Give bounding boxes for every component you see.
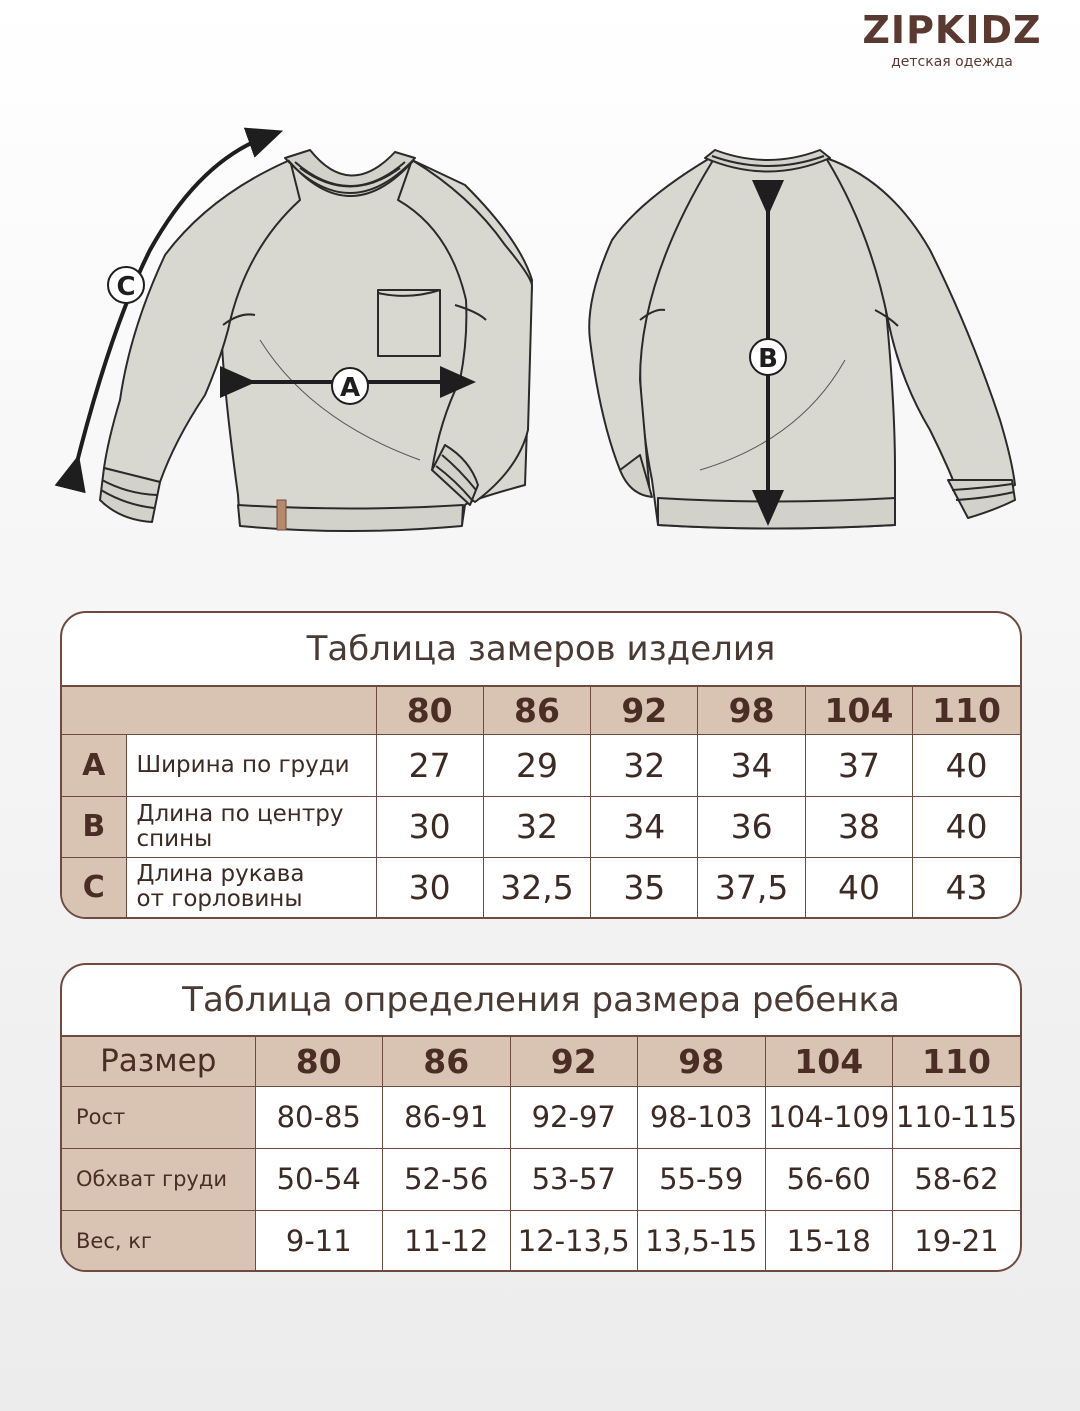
brand-logo xyxy=(852,8,1052,70)
table-row xyxy=(62,1210,1020,1272)
table-cell: 55-59 xyxy=(638,1148,766,1210)
header-empty-cell xyxy=(62,687,376,734)
table-cell: 53-57 xyxy=(510,1148,638,1210)
table-cell: 30 xyxy=(376,796,483,857)
row-label: Обхват груди xyxy=(62,1148,255,1210)
row-letter: B xyxy=(62,796,126,857)
size-header: 92 xyxy=(591,687,698,734)
table-row xyxy=(62,1086,1020,1148)
table-cell: 52-56 xyxy=(383,1148,511,1210)
row-label: Рост xyxy=(62,1086,255,1148)
table-cell: 29 xyxy=(483,734,590,796)
size-header: 110 xyxy=(893,1037,1021,1086)
row-label-line: Длина по центру xyxy=(136,800,344,827)
front-view xyxy=(100,150,532,531)
table-row xyxy=(62,1148,1020,1210)
table-row xyxy=(62,734,1020,796)
table-cell: 13,5-15 xyxy=(638,1210,766,1272)
size-header: 98 xyxy=(638,1037,766,1086)
table-cell: 86-91 xyxy=(383,1086,511,1148)
table-cell: 36 xyxy=(698,796,805,857)
row-letter: A xyxy=(62,734,126,796)
marker-c xyxy=(108,267,144,303)
size-header: 80 xyxy=(376,687,483,734)
measurements-header-row xyxy=(62,687,1020,734)
table-cell: 32 xyxy=(483,796,590,857)
table-cell: 30 xyxy=(376,857,483,917)
child-size-table-title: Таблица определения размера ребенка xyxy=(62,965,1020,1037)
size-header: 104 xyxy=(765,1037,893,1086)
table-cell: 98-103 xyxy=(638,1086,766,1148)
marker-a xyxy=(332,368,368,404)
table-cell: 35 xyxy=(591,857,698,917)
back-view xyxy=(589,150,1015,529)
size-header: 98 xyxy=(698,687,805,734)
row-label-line: Длина рукава xyxy=(136,861,305,888)
table-cell: 9-11 xyxy=(255,1210,383,1272)
row-letter: C xyxy=(62,857,126,917)
table-cell: 12-13,5 xyxy=(510,1210,638,1272)
brand-tagline: детская одежда xyxy=(891,54,1013,70)
table-cell: 15-18 xyxy=(765,1210,893,1272)
svg-text:A: A xyxy=(339,373,361,403)
row-label: Вес, кг xyxy=(62,1210,255,1272)
table-row xyxy=(62,857,1020,917)
svg-text:C: C xyxy=(116,272,136,302)
row-label xyxy=(126,796,376,857)
table-cell: 40 xyxy=(805,857,912,917)
table-cell: 32,5 xyxy=(483,857,590,917)
size-header: 86 xyxy=(483,687,590,734)
table-cell: 92-97 xyxy=(510,1086,638,1148)
table-cell: 11-12 xyxy=(383,1210,511,1272)
measurements-table-card xyxy=(60,611,1022,919)
size-header: 110 xyxy=(913,687,1020,734)
size-header: 86 xyxy=(383,1037,511,1086)
child-size-table-card xyxy=(60,963,1022,1272)
table-cell: 104-109 xyxy=(765,1086,893,1148)
row-label-line: спины xyxy=(136,825,213,852)
measurements-table xyxy=(62,687,1020,917)
table-cell: 27 xyxy=(376,734,483,796)
brand-name: ZIPKIDZ xyxy=(862,8,1042,52)
table-cell: 50-54 xyxy=(255,1148,383,1210)
sweatshirt-illustration xyxy=(0,110,1080,550)
table-row xyxy=(62,796,1020,857)
table-cell: 43 xyxy=(913,857,1020,917)
row-label-line: от горловины xyxy=(136,886,303,913)
table-cell: 32 xyxy=(591,734,698,796)
table-cell: 80-85 xyxy=(255,1086,383,1148)
table-cell: 19-21 xyxy=(893,1210,1021,1272)
table-cell: 56-60 xyxy=(765,1148,893,1210)
table-cell: 110-115 xyxy=(893,1086,1021,1148)
size-label-header: Размер xyxy=(62,1037,255,1086)
child-size-header-row xyxy=(62,1037,1020,1086)
marker-b xyxy=(750,339,786,375)
table-cell: 37,5 xyxy=(698,857,805,917)
size-header: 92 xyxy=(510,1037,638,1086)
size-header: 104 xyxy=(805,687,912,734)
table-cell: 40 xyxy=(913,796,1020,857)
table-cell: 38 xyxy=(805,796,912,857)
size-header: 80 xyxy=(255,1037,383,1086)
table-cell: 58-62 xyxy=(893,1148,1021,1210)
measurements-table-title: Таблица замеров изделия xyxy=(62,613,1020,687)
svg-text:B: B xyxy=(758,344,778,374)
table-cell: 34 xyxy=(591,796,698,857)
table-cell: 37 xyxy=(805,734,912,796)
table-cell: 40 xyxy=(913,734,1020,796)
child-size-table xyxy=(62,1037,1020,1272)
table-cell: 34 xyxy=(698,734,805,796)
row-label xyxy=(126,857,376,917)
row-label: Ширина по груди xyxy=(126,734,376,796)
